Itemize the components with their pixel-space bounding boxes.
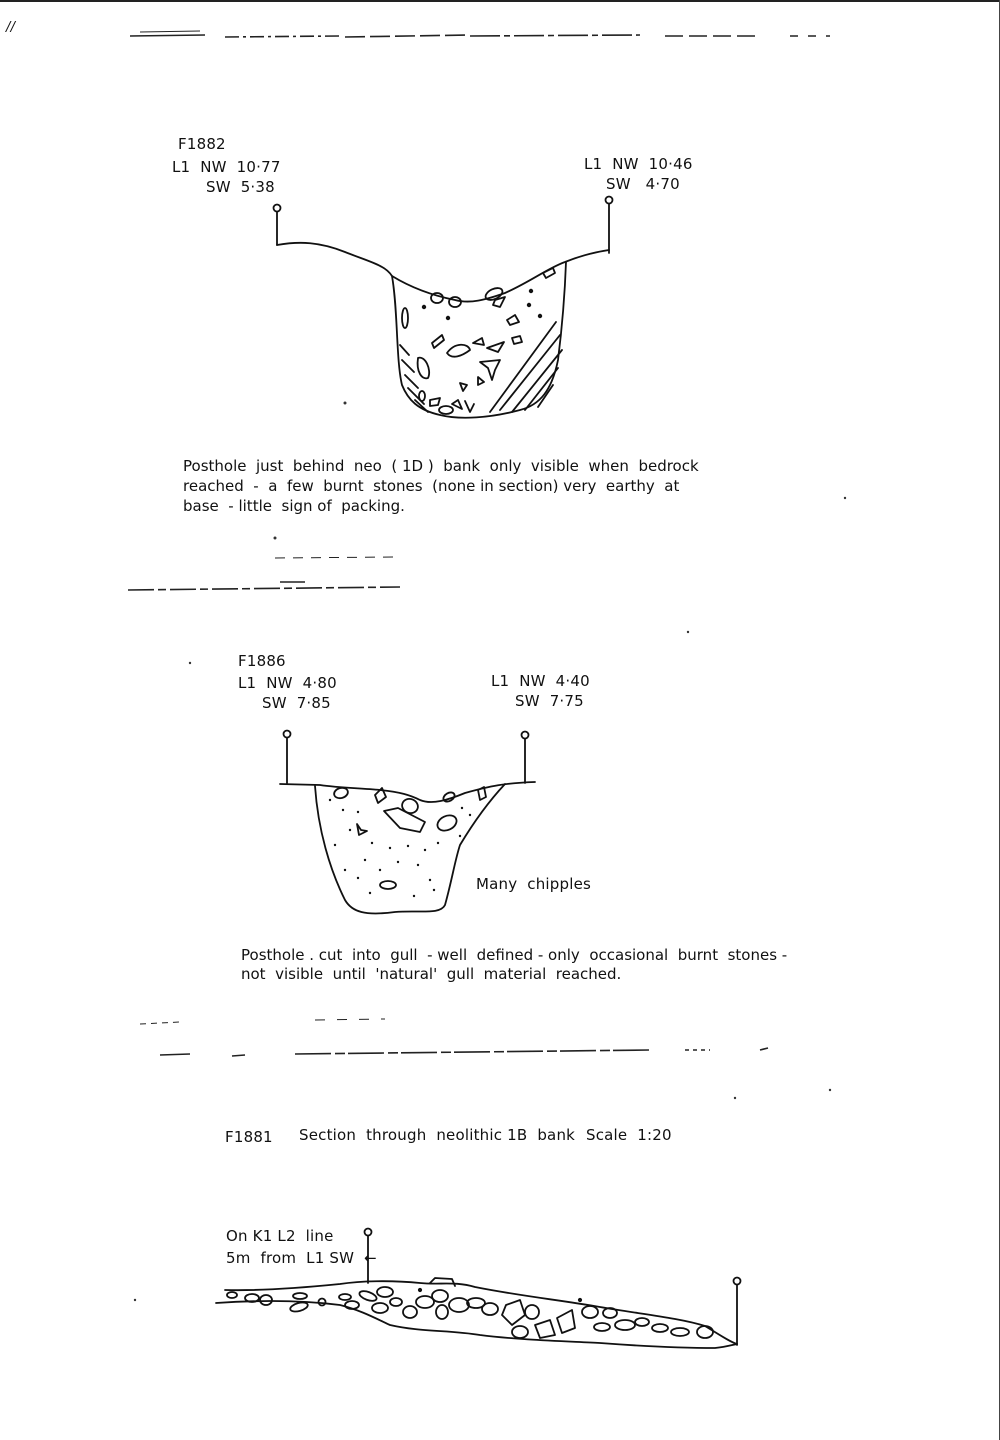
- description-line-2: not visible until 'natural' gull material reached.: [241, 965, 622, 983]
- right-datum-line2: SW 4·70: [606, 175, 680, 193]
- description-line-1: Posthole just behind neo ( 1D ) bank only visible when bedrock: [183, 457, 699, 475]
- scale-label: Scale 1:20: [586, 1126, 672, 1144]
- left-datum-line1: L1 NW 4·80: [238, 674, 337, 692]
- description-line-3: base - little sign of packing.: [183, 497, 405, 515]
- section-title: Section through neolithic 1B bank: [299, 1126, 576, 1144]
- feature-id: F1881: [225, 1128, 273, 1146]
- feature-id: F1882: [178, 135, 226, 153]
- location-note-line2: 5m from L1 SW ←: [226, 1249, 377, 1267]
- left-datum-line2: SW 7·85: [262, 694, 331, 712]
- feature-id: F1886: [238, 652, 286, 670]
- left-datum-line1: L1 NW 10·77: [172, 158, 281, 176]
- right-datum-line2: SW 7·75: [515, 692, 584, 710]
- location-note-line1: On K1 L2 line: [226, 1227, 334, 1245]
- description-line-2: reached - a few burnt stones (none in section) very earthy at: [183, 477, 680, 495]
- right-datum-line1: L1 NW 10·46: [584, 155, 693, 173]
- margin-mark: //: [6, 20, 16, 35]
- fill-annotation: Many chipples: [476, 875, 592, 893]
- description-line-1: Posthole . cut into gull - well defined - only occasional burnt stones -: [241, 946, 788, 964]
- right-datum-line1: L1 NW 4·40: [491, 672, 590, 690]
- left-datum-line2: SW 5·38: [206, 178, 275, 196]
